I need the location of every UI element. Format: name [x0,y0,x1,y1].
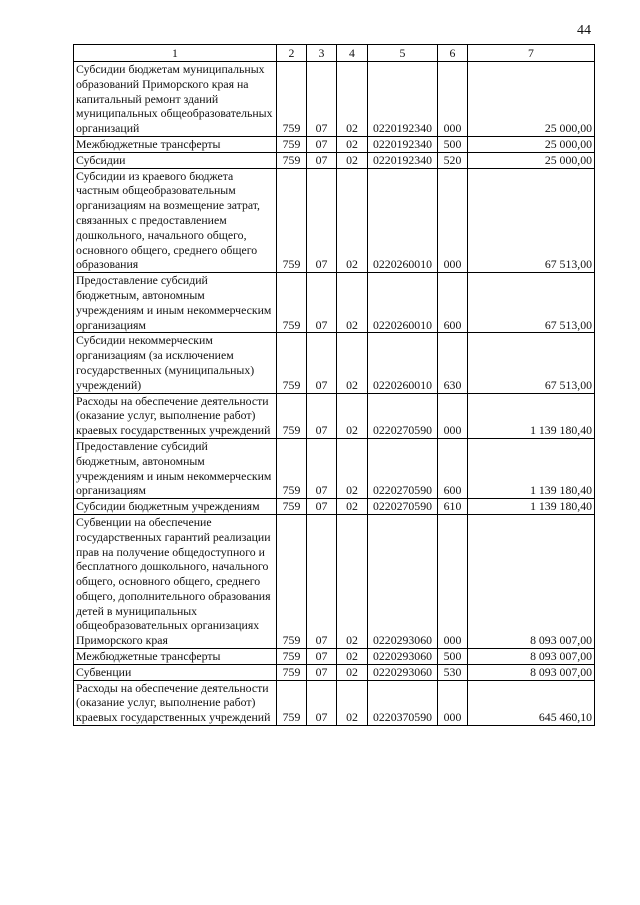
target-article-cell: 0220260010 [368,333,438,393]
subsection-code-cell: 02 [337,152,368,168]
section-code-cell: 07 [307,664,337,680]
header-col-2: 2 [277,45,307,62]
expense-type-cell: 610 [438,499,468,515]
ministry-code-cell: 759 [277,649,307,665]
header-col-7: 7 [468,45,595,62]
header-col-1: 1 [74,45,277,62]
ministry-code-cell: 759 [277,664,307,680]
header-col-3: 3 [307,45,337,62]
ministry-code-cell: 759 [277,514,307,648]
subsection-code-cell: 02 [337,168,368,273]
subsection-code-cell: 02 [337,393,368,438]
section-code-cell: 07 [307,514,337,648]
subsection-code-cell: 02 [337,136,368,152]
expense-type-cell: 000 [438,168,468,273]
expense-type-cell: 600 [438,438,468,498]
expense-name-cell: Субсидии [74,152,277,168]
expense-name-cell: Субвенции [74,664,277,680]
table-row [74,680,595,725]
header-col-5: 5 [368,45,438,62]
section-code-cell: 07 [307,499,337,515]
ministry-code-cell: 759 [277,168,307,273]
table-row [74,273,595,333]
ministry-code-cell: 759 [277,62,307,137]
amount-cell: 645 460,10 [468,680,595,725]
table-row [74,514,595,648]
section-code-cell: 07 [307,333,337,393]
expense-type-cell: 000 [438,393,468,438]
expense-type-cell: 500 [438,136,468,152]
ministry-code-cell: 759 [277,152,307,168]
amount-cell: 25 000,00 [468,136,595,152]
target-article-cell: 0220370590 [368,680,438,725]
expense-name-cell: Межбюджетные трансферты [74,649,277,665]
subsection-code-cell: 02 [337,333,368,393]
header-col-6: 6 [438,45,468,62]
amount-cell: 25 000,00 [468,152,595,168]
expense-type-cell: 500 [438,649,468,665]
section-code-cell: 07 [307,62,337,137]
subsection-code-cell: 02 [337,514,368,648]
expense-type-cell: 000 [438,62,468,137]
expense-name-cell: Предоставление субсидий бюджетным, автономным учреждениям и иным некоммерческим организациям [74,273,277,333]
amount-cell: 25 000,00 [468,62,595,137]
target-article-cell: 0220270590 [368,438,438,498]
expense-name-cell: Субвенции на обеспечение государственных гарантий реализации прав на получение общедоступного и бесплатного дошкольного, начального общего, основного общего, среднего общего, дополнительного образования детей в муниципальных общеобразовательных организациях Приморского края [74,514,277,648]
subsection-code-cell: 02 [337,680,368,725]
table-row [74,62,595,137]
budget-table [73,44,595,726]
target-article-cell: 0220270590 [368,393,438,438]
target-article-cell: 0220192340 [368,152,438,168]
ministry-code-cell: 759 [277,136,307,152]
target-article-cell: 0220293060 [368,649,438,665]
table-row [74,136,595,152]
table-row [74,664,595,680]
amount-cell: 1 139 180,40 [468,438,595,498]
header-col-4: 4 [337,45,368,62]
target-article-cell: 0220260010 [368,168,438,273]
target-article-cell: 0220293060 [368,514,438,648]
table-row [74,649,595,665]
table-header [74,45,595,62]
table-body [74,62,595,726]
expense-type-cell: 630 [438,333,468,393]
expense-type-cell: 520 [438,152,468,168]
section-code-cell: 07 [307,136,337,152]
table-row [74,152,595,168]
amount-cell: 67 513,00 [468,168,595,273]
expense-name-cell: Расходы на обеспечение деятельности (оказание услуг, выполнение работ) краевых государственных учреждений [74,393,277,438]
expense-name-cell: Предоставление субсидий бюджетным, автономным учреждениям и иным некоммерческим организациям [74,438,277,498]
amount-cell: 67 513,00 [468,273,595,333]
table-row [74,438,595,498]
target-article-cell: 0220270590 [368,499,438,515]
section-code-cell: 07 [307,393,337,438]
header-row [74,45,595,62]
expense-name-cell: Межбюджетные трансферты [74,136,277,152]
expense-name-cell: Расходы на обеспечение деятельности (оказание услуг, выполнение работ) краевых государственных учреждений [74,680,277,725]
amount-cell: 67 513,00 [468,333,595,393]
expense-name-cell: Субсидии некоммерческим организациям (за исключением государственных (муниципальных) учреждений) [74,333,277,393]
ministry-code-cell: 759 [277,393,307,438]
page-number: 44 [577,23,591,38]
subsection-code-cell: 02 [337,664,368,680]
amount-cell: 1 139 180,40 [468,499,595,515]
expense-name-cell: Субсидии бюджетным учреждениям [74,499,277,515]
table-row [74,499,595,515]
subsection-code-cell: 02 [337,499,368,515]
table-row [74,333,595,393]
section-code-cell: 07 [307,273,337,333]
section-code-cell: 07 [307,649,337,665]
section-code-cell: 07 [307,152,337,168]
subsection-code-cell: 02 [337,649,368,665]
amount-cell: 8 093 007,00 [468,649,595,665]
amount-cell: 1 139 180,40 [468,393,595,438]
section-code-cell: 07 [307,680,337,725]
expense-name-cell: Субсидии из краевого бюджета частным общеобразовательным организациям на возмещение затрат, связанных с предоставлением дошкольного, начального общего, основного общего, среднего общего образования [74,168,277,273]
amount-cell: 8 093 007,00 [468,514,595,648]
section-code-cell: 07 [307,168,337,273]
ministry-code-cell: 759 [277,680,307,725]
expense-type-cell: 000 [438,680,468,725]
expense-type-cell: 530 [438,664,468,680]
target-article-cell: 0220293060 [368,664,438,680]
target-article-cell: 0220192340 [368,62,438,137]
expense-type-cell: 600 [438,273,468,333]
subsection-code-cell: 02 [337,62,368,137]
amount-cell: 8 093 007,00 [468,664,595,680]
expense-name-cell: Субсидии бюджетам муниципальных образований Приморского края на капитальный ремонт зданий муниципальных общеобразовательных организаций [74,62,277,137]
ministry-code-cell: 759 [277,438,307,498]
target-article-cell: 0220260010 [368,273,438,333]
ministry-code-cell: 759 [277,333,307,393]
section-code-cell: 07 [307,438,337,498]
ministry-code-cell: 759 [277,499,307,515]
expense-type-cell: 000 [438,514,468,648]
subsection-code-cell: 02 [337,273,368,333]
table-row [74,393,595,438]
table-row [74,168,595,273]
target-article-cell: 0220192340 [368,136,438,152]
ministry-code-cell: 759 [277,273,307,333]
subsection-code-cell: 02 [337,438,368,498]
